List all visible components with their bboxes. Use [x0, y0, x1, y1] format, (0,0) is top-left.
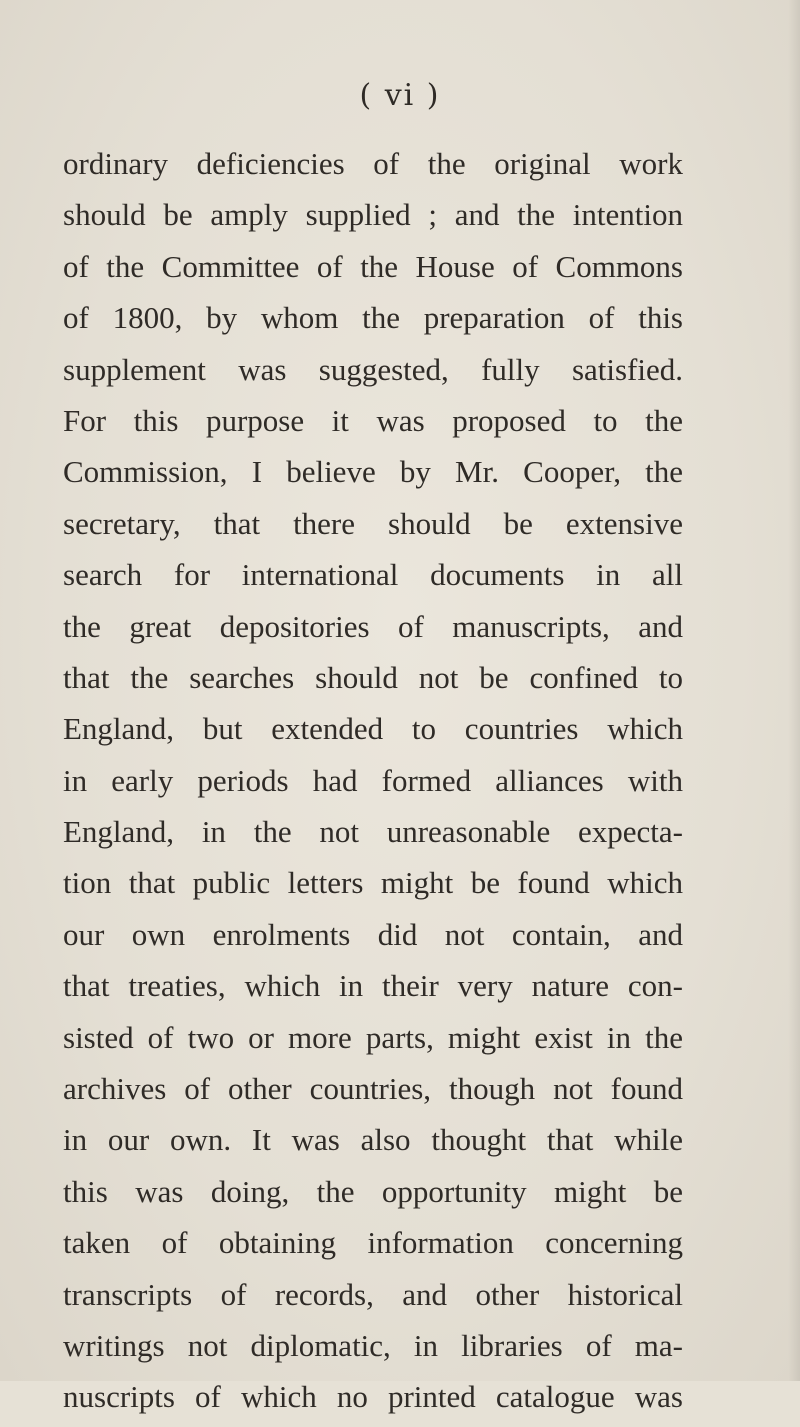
text-line: For this purpose it was proposed to the [63, 402, 683, 438]
text-line: England, but extended to countries which [63, 711, 683, 747]
text-line: that the searches should not be confined to [63, 659, 683, 695]
text-line: writings not diplomatic, in libraries of ma- [63, 1327, 683, 1363]
text-line: of the Committee of the House of Commons [63, 248, 683, 284]
text-line: in our own. It was also thought that while [63, 1122, 683, 1158]
text-line: nuscripts of which no printed catalogue was [63, 1379, 683, 1415]
text-line: secretary, that there should be extensive [63, 505, 683, 541]
text-line: should be amply supplied ; and the intention [63, 197, 683, 233]
text-line: supplement was suggested, fully satisfied. [63, 351, 683, 387]
text-line: archives of other countries, though not found [63, 1071, 683, 1107]
page-number: ( vi ) [359, 78, 441, 113]
text-line: of 1800, by whom the preparation of this [63, 300, 683, 336]
text-line: our own enrolments did not contain, and [63, 916, 683, 952]
text-line: Commission, I believe by Mr. Cooper, the [63, 454, 683, 490]
text-line: ordinary deficiencies of the original work [63, 146, 683, 181]
text-line: tion that public letters might be found which [63, 865, 683, 901]
text-line: that treaties, which in their very nature con- [63, 968, 683, 1004]
body-text [63, 142, 683, 1427]
text-line: in early periods had formed alliances with [63, 762, 683, 798]
text-line: search for international documents in all [63, 557, 683, 593]
text-line: this was doing, the opportunity might be [63, 1173, 683, 1209]
text-line: the great depositories of manuscripts, and [63, 608, 683, 644]
text-line: transcripts of records, and other historical [63, 1276, 683, 1312]
text-line: England, in the not unreasonable expecta- [63, 814, 683, 850]
page-edge-shadow [788, 0, 800, 1381]
text-line: taken of obtaining information concerning [63, 1225, 683, 1261]
text-line: sisted of two or more parts, might exist in the [63, 1019, 683, 1055]
